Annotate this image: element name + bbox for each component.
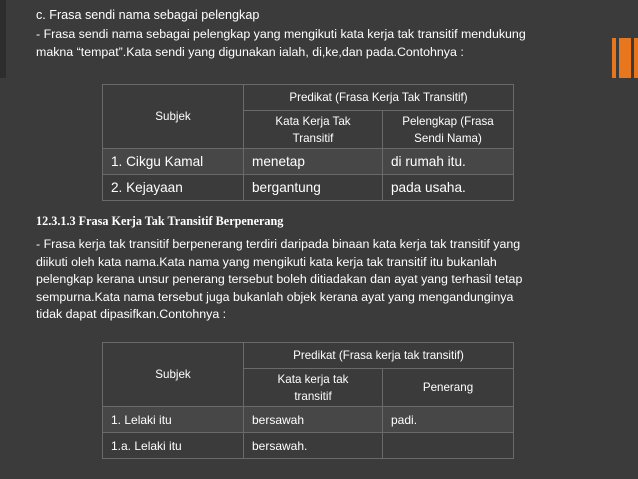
accent-bar [619, 38, 631, 78]
penerang-header: Penerang [383, 369, 514, 407]
left-accent-strip [0, 0, 6, 78]
table-cell: menetap [244, 149, 383, 175]
verb-header: Kata Kerja Tak Transitif [244, 111, 383, 149]
table-cell: di rumah itu. [383, 149, 514, 175]
table-row [103, 149, 514, 175]
table-frasa-berpenerang [102, 342, 514, 459]
table-row [103, 407, 514, 433]
orange-accent-bars [612, 0, 638, 78]
paragraph-line: makna “tempat”.Kata sendi yang digunakan ialah, di,ke,dan pada.Contohnya : [36, 44, 464, 59]
paragraph-line: - Frasa sendi nama sebagai pelengkap yang mengikuti kata kerja tak transitif mendukung [36, 27, 526, 41]
table-cell: bersawah. [244, 433, 383, 459]
subject-header: Subjek [103, 85, 244, 149]
complement-header: Pelengkap (Frasa Sendi Nama) [383, 111, 514, 149]
paragraph-line: pelengkap kerana unsur penerang tersebut boleh ditiadakan dan ayat yang terhasil tetap [36, 272, 523, 286]
predicate-header: Predikat (Frasa Kerja Tak Transitif) [244, 85, 514, 111]
section-c-heading: c. Frasa sendi nama sebagai pelengkap [36, 8, 260, 22]
paragraph-line: tidak dapat dipasifkan.Contohnya : [36, 307, 227, 321]
paragraph-line: - Frasa kerja tak transitif berpenerang terdiri daripada binaan kata kerja tak transitif yang [36, 237, 521, 251]
predicate-header: Predikat (Frasa kerja tak transitif) [244, 343, 514, 369]
section-12313-paragraph [36, 236, 602, 324]
paragraph-line: diikuti oleh kata nama.Kata nama yang mengikuti kata kerja tak transitif itu bukanlah [36, 254, 497, 269]
table-cell: 2. Kejayaan [103, 175, 244, 201]
subject-header: Subjek [103, 343, 244, 407]
accent-bar [612, 38, 616, 78]
verb-header: Kata kerja tak transitif [244, 369, 383, 407]
table-cell: pada usaha. [383, 175, 514, 201]
table-row [103, 433, 514, 459]
table-row [103, 175, 514, 201]
table-cell [383, 433, 514, 459]
accent-bar [634, 38, 638, 78]
table-cell: 1. Cikgu Kamal [103, 149, 244, 175]
table-cell: 1.a. Lelaki itu [103, 433, 244, 459]
paragraph-line: sempurna.Kata nama tersebut juga bukanlah objek kerana ayat yang mengandunginya [36, 289, 514, 304]
section-12313-heading: 12.3.1.3 Frasa Kerja Tak Transitif Berpenerang [36, 214, 284, 228]
table-cell: bersawah [244, 407, 383, 433]
table-cell: padi. [383, 407, 514, 433]
table-cell: 1. Lelaki itu [103, 407, 244, 433]
table-frasa-sendi-nama [102, 84, 514, 201]
section-c-paragraph [36, 26, 602, 61]
table-cell: bergantung [244, 175, 383, 201]
